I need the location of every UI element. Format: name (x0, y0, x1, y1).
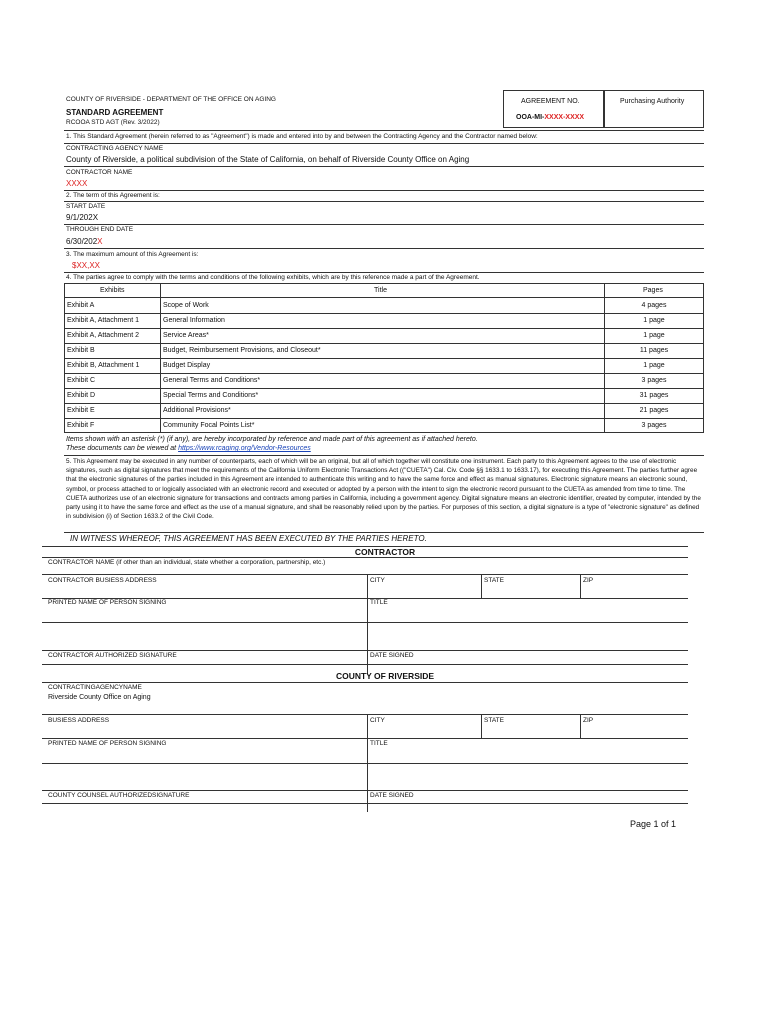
form-code: RCOOA STD AGT (Rev. 3/2022) (66, 119, 160, 126)
county-zip-label: ZIP (583, 717, 594, 724)
exhibit-title-cell: Service Areas* (163, 332, 209, 339)
contractor-date-field[interactable] (370, 624, 685, 648)
exhibit-title-cell: Scope of Work (163, 302, 209, 309)
witness-statement: IN WITNESS WHEREOF, THIS AGREEMENT HAS BEEN EXECUTED BY THE PARTIES HERETO. (70, 534, 427, 543)
county-printed-name-label: PRINTED NAME OF PERSON SIGNING (48, 740, 167, 747)
agency-name-label: CONTRACTING AGENCY NAME (66, 145, 164, 152)
county-signature-label: COUNTY COUNSEL AUTHORIZEDSIGNATURE (48, 792, 190, 799)
contractor-printed-name-label: PRINTED NAME OF PERSON SIGNING (48, 599, 167, 606)
county-agency-label: CONTRACTINGAGENCYNAME (48, 684, 142, 691)
exhibit-cell: Exhibit E (67, 407, 95, 414)
agreement-number-box (503, 90, 604, 128)
page-number: Page 1 of 1 (630, 819, 677, 829)
asterisk-note: Items shown with an asterisk (*) (if any), are hereby incorporated by reference and made part of this agreement as if attached hereto. (66, 436, 478, 443)
section-3-intro: 3. The maximum amount of this Agreement is: (66, 251, 199, 258)
purchasing-authority-label: Purchasing Authority (620, 98, 685, 105)
purchasing-authority-box (604, 90, 704, 128)
col-header-exhibits: Exhibits (100, 287, 125, 294)
table-row-divider (64, 313, 704, 314)
form-title: STANDARD AGREEMENT (66, 108, 164, 117)
exhibit-cell: Exhibit B, Attachment 1 (67, 362, 140, 369)
county-agency-value[interactable]: Riverside County Office on Aging (48, 694, 151, 701)
county-state-label: STATE (484, 717, 504, 724)
exhibit-title-cell: Community Focal Points List* (163, 422, 255, 429)
agency-name-value[interactable]: County of Riverside, a political subdivision of the State of California, on behalf of Riverside County Office on Aging (66, 155, 470, 164)
table-row-divider (64, 358, 704, 359)
table-row-divider (64, 373, 704, 374)
contractor-title-label: TITLE (370, 599, 388, 606)
exhibit-title-cell: Special Terms and Conditions* (163, 392, 259, 399)
contractor-city-label: CITY (370, 577, 385, 584)
exhibit-pages-cell: 1 page (643, 332, 665, 339)
section-1-intro: 1. This Standard Agreement (herein referred to as "Agreement") is made and entered into by and between the Contracting Agency and the Contractor named below: (66, 133, 538, 140)
contractor-signature-field[interactable] (48, 624, 363, 648)
table-row-divider (64, 343, 704, 344)
end-date-value[interactable] (66, 237, 102, 246)
vendor-resources-link[interactable]: https://www.rcaging.org/Vendor-Resources (178, 445, 311, 452)
exhibit-cell: Exhibit A, Attachment 1 (67, 317, 139, 324)
end-date-prefix: 6/30/202 (66, 237, 98, 246)
exhibit-cell: Exhibit F (67, 422, 95, 429)
exhibit-cell: Exhibit C (67, 377, 96, 384)
viewed-at-line (66, 445, 311, 452)
exhibit-pages-cell: 1 page (643, 362, 665, 369)
exhibit-pages-cell: 11 pages (639, 347, 669, 354)
table-row-divider (64, 388, 704, 389)
contractor-signature-label: CONTRACTOR AUTHORIZED SIGNATURE (48, 652, 177, 659)
exhibit-pages-cell: 3 pages (641, 377, 667, 384)
exhibit-cell: Exhibit A (67, 302, 95, 309)
county-city-label: CITY (370, 717, 385, 724)
county-heading: COUNTY OF RIVERSIDE (335, 671, 435, 681)
exhibit-pages-cell: 31 pages (639, 392, 669, 399)
exhibit-cell: Exhibit D (67, 392, 96, 399)
contractor-name-label: CONTRACTOR NAME (66, 169, 133, 176)
col-header-pages: Pages (643, 287, 663, 294)
agreement-number-label: AGREEMENT NO. (521, 98, 580, 105)
section-5-text: 5. This Agreement may be executed in any number of counterparts, each of which will be an original, but all of which together will constitute one instrument. Each party to this Agreement agrees to the use of electronic signatures, such as digital signatures that meet the requirements of the California Uniform Electronic Transactions Act (("CUETA") Cal. Civ. Code §§ 1633.1 to 1633.17), for executing this Agreement. The parties further agree that the electronic signatures of the parties included in this Agreement are intended to authenticate this writing and to have the same force and effect as manual signatures. Electronic signature means an electronic sound, symbol, or process attached to or logically associated with an electronic record and executed or adopted by a person with the intent to sign the electronic record pursuant to the CUETA as amended from time to time. The CUETA authorizes use of an electronic signature for transactions and contracts among parties in California, including a government agency. Digital signature means an electronic identifier, created by computer, intended by the party using it to have the same force and effect as the use of a manual signature, and shall be reasonably relied upon by the parties. For purposes of this section, a digital signature is a type of "electronic signature" as defined in subdivision (i) of Section 1633.2 of the Civil Code. (66, 458, 701, 521)
agreement-number-prefix: OOA-MI- (516, 114, 545, 121)
section-2-intro: 2. The term of this Agreement is: (66, 192, 160, 199)
col-header-title: Title (374, 287, 387, 294)
exhibit-title-cell: General Terms and Conditions* (163, 377, 261, 384)
county-date-field[interactable] (370, 765, 685, 789)
start-date-value[interactable]: 9/1/202X (66, 213, 99, 222)
end-date-suffix: X (97, 237, 103, 246)
contractor-state-label: STATE (484, 577, 504, 584)
county-date-label: DATE SIGNED (370, 792, 414, 799)
county-address-label: BUSIESS ADDRESS (48, 717, 110, 724)
table-row-divider (64, 418, 704, 419)
exhibit-title-cell: Additional Provisions* (163, 407, 231, 414)
contractor-date-label: DATE SIGNED (370, 652, 414, 659)
section-4-intro: 4. The parties agree to comply with the terms and conditions of the following exhibits, which are by this reference made a part of the Agreement. (66, 274, 480, 281)
end-date-label: THROUGH END DATE (66, 226, 134, 233)
contractor-block-name-label: CONTRACTOR NAME (if other than an individual, state whether a corporation, partnership, etc.) (48, 559, 326, 566)
start-date-label: START DATE (66, 203, 106, 210)
exhibit-title-cell: General Information (163, 317, 225, 324)
max-amount-value[interactable]: $XX,XX (72, 261, 101, 270)
agreement-number-value[interactable] (516, 114, 584, 121)
exhibit-pages-cell: 4 pages (641, 302, 667, 309)
agreement-number-placeholder: XXXX-XXXX (544, 114, 585, 121)
contractor-heading: CONTRACTOR (354, 547, 416, 557)
county-signature-field[interactable] (48, 765, 363, 789)
exhibit-title-cell: Budget Display (163, 362, 211, 369)
viewed-at-text: These documents can be viewed at (66, 445, 177, 452)
contractor-address-label: CONTRACTOR BUSIESS ADDRESS (48, 577, 157, 584)
exhibit-cell: Exhibit B (67, 347, 95, 354)
exhibit-pages-cell: 3 pages (641, 422, 667, 429)
table-row-divider (64, 328, 704, 329)
contractor-name-value[interactable]: XXXX (66, 179, 88, 188)
contractor-zip-label: ZIP (583, 577, 594, 584)
exhibit-pages-cell: 1 page (643, 317, 665, 324)
exhibit-title-cell: Budget, Reimbursement Provisions, and Closeout* (163, 347, 321, 354)
county-title-label: TITLE (370, 740, 388, 747)
exhibit-cell: Exhibit A, Attachment 2 (67, 332, 139, 339)
table-row-divider (64, 403, 704, 404)
department-name: COUNTY OF RIVERSIDE - DEPARTMENT OF THE OFFICE ON AGING (66, 96, 276, 103)
exhibit-pages-cell: 21 pages (639, 407, 669, 414)
